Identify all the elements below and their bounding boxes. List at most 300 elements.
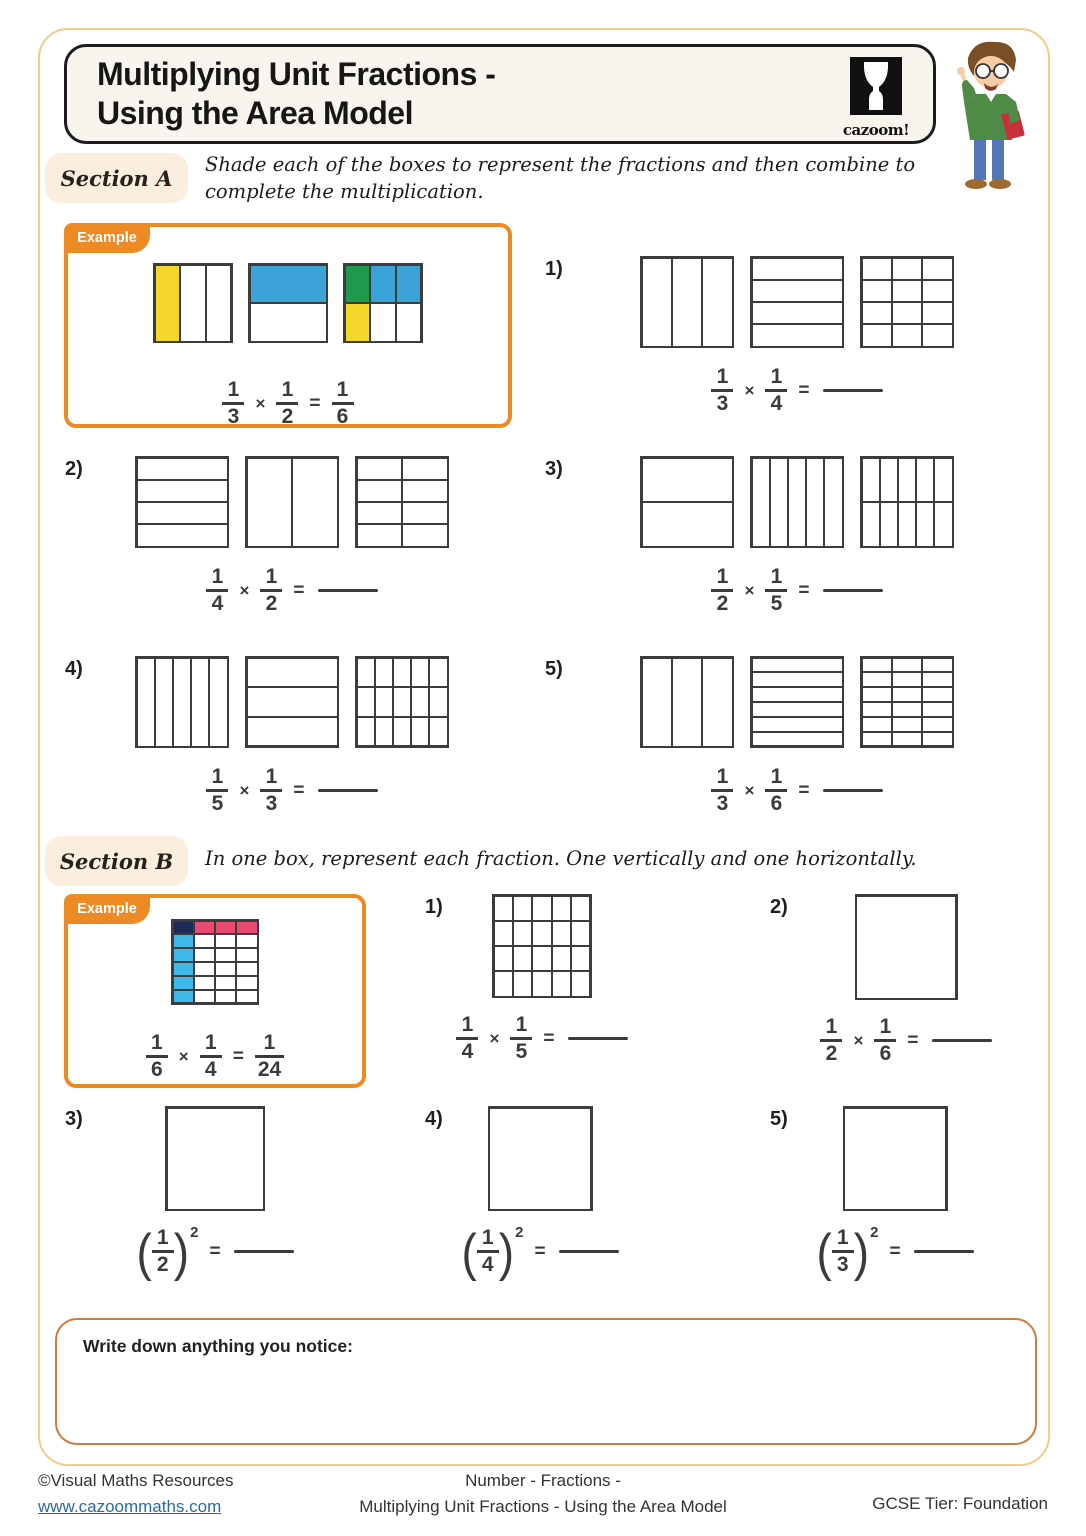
answer-blank[interactable] [823,589,883,593]
grid-cell[interactable] [893,325,921,345]
problem-number: 2) [65,458,83,480]
problem-b4 [425,1106,620,1281]
fraction-grid[interactable] [860,456,954,548]
grid-cell[interactable] [923,259,951,279]
grid-cell[interactable] [935,459,951,502]
fraction [832,1227,854,1276]
grid-cell[interactable] [845,1109,945,1209]
fraction [711,566,733,615]
times-operator: × [239,780,250,800]
grid-cell[interactable] [863,688,891,701]
answer-blank[interactable] [568,1037,628,1041]
grid-cell[interactable] [412,718,428,746]
fraction-grid[interactable] [860,656,954,748]
grid-cell[interactable] [495,972,512,995]
grid-cell[interactable] [533,897,550,920]
grid-cell[interactable] [893,688,921,701]
grid-cell[interactable] [899,503,915,546]
problem-column [826,894,986,1065]
fraction-grid[interactable] [245,656,339,748]
grid-cell[interactable] [495,922,512,945]
fraction [510,1014,532,1063]
times-operator: × [853,1030,864,1050]
denominator: 2 [281,405,294,429]
numerator: 1 [716,365,729,388]
answer-blank[interactable] [823,389,883,393]
problem-number: 4) [65,658,83,680]
grid-row [640,256,954,348]
problem-b3 [65,1106,295,1281]
answer-blank[interactable] [318,589,378,593]
grid-cell[interactable] [138,659,154,746]
teacher-illustration [934,36,1046,196]
grid-cell[interactable] [376,659,392,687]
fraction [711,366,733,415]
denominator: 3 [716,792,729,816]
grid-cell[interactable] [138,525,227,545]
grid-cell[interactable] [753,303,842,323]
grid-cell[interactable] [358,688,374,716]
denominator: 5 [211,792,224,816]
grid-cell [216,991,235,1003]
fraction [765,566,787,615]
grid-cell[interactable] [138,481,227,501]
denominator: 4 [481,1253,494,1277]
fraction [765,766,787,815]
exponent: 2 [190,1224,199,1242]
grid-cell[interactable] [825,459,841,546]
grid-cell[interactable] [863,703,891,716]
equals-operator: = [798,579,810,601]
grid-cell[interactable] [394,688,410,716]
grid-cell[interactable] [771,459,787,546]
grid-cell[interactable] [673,659,701,746]
grid-cell[interactable] [643,259,671,346]
grid-cell[interactable] [863,659,891,672]
grid-cell[interactable] [572,897,589,920]
cazoom-goblet-icon [850,57,902,115]
grid-cell [195,991,214,1003]
grid-cell[interactable] [192,659,208,746]
close-paren: ) [853,1222,870,1281]
denominator: 4 [770,392,783,416]
grid-cell[interactable] [403,481,447,501]
grid-cell[interactable] [376,718,392,746]
grid-cell[interactable] [533,947,550,970]
open-paren: ( [461,1222,477,1281]
grid-cell [397,304,421,341]
exponent: 2 [515,1224,524,1242]
equals-operator: = [798,779,810,801]
grid-cell [346,304,370,341]
grid-cell[interactable] [358,481,402,501]
fraction-grid[interactable] [750,456,844,548]
equation [456,1014,627,1063]
fraction-grid[interactable] [640,256,734,348]
problem-number: 2) [770,896,788,918]
grid-cell[interactable] [358,659,374,687]
fraction-grid[interactable] [640,656,734,748]
grid-cell [237,991,256,1003]
example-tab: Example [64,223,150,253]
problem-number: 5) [545,658,563,680]
grid-cell[interactable] [138,503,227,523]
grid-cell[interactable] [248,718,337,746]
grid-cell [195,963,214,975]
equation [135,566,449,615]
denominator: 5 [770,592,783,616]
grid-cell[interactable] [358,718,374,746]
footer-topic-line-2: Multiplying Unit Fractions - Using the Area Model [359,1497,727,1517]
grid-cell[interactable] [514,947,531,970]
denominator: 6 [770,792,783,816]
grid-cell [216,977,235,989]
section-b-example-box [64,894,366,1088]
notice-writing-area[interactable] [55,1318,1037,1445]
exponent: 2 [870,1224,879,1242]
grid-cell[interactable] [863,718,891,731]
grid-cell[interactable] [376,688,392,716]
grid-cell[interactable] [358,459,402,479]
grid-cell [216,922,235,934]
grid-cell [216,935,235,947]
numerator: 1 [461,1013,474,1036]
equation [146,1032,284,1081]
equation [640,766,954,815]
cazoom-logo-text: cazoom! [842,121,910,139]
grid-cell[interactable] [917,503,933,546]
problem-number: 5) [770,1108,788,1130]
problem-column [135,1106,295,1281]
times-operator: × [744,380,755,400]
grid-cell[interactable] [917,459,933,502]
fraction-grid[interactable] [135,456,229,548]
grid-cell[interactable] [923,673,951,686]
fraction-grid[interactable] [860,256,954,348]
equals-operator: = [907,1029,919,1051]
grid-cell [397,266,421,303]
grid-cell[interactable] [673,259,701,346]
grid-cell[interactable] [430,688,446,716]
denominator: 6 [879,1042,892,1066]
problem-number: 1) [425,896,443,918]
problem-a2 [65,456,449,615]
denominator: 6 [150,1058,163,1082]
grid-cell[interactable] [533,972,550,995]
grid-cell [371,266,395,303]
section-a-label: Section A [45,153,188,203]
grid-cell [174,922,193,934]
grid-cell[interactable] [643,503,732,546]
fraction [456,1014,478,1063]
footer-topic-line-1: Number - Fractions - [465,1471,621,1490]
grid-cell[interactable] [248,659,337,687]
grid-cell[interactable] [923,325,951,345]
grid-cell[interactable] [514,897,531,920]
grid-cell[interactable] [358,525,402,545]
grid-cell[interactable] [893,259,921,279]
grid-cell[interactable] [572,922,589,945]
grid-cell[interactable] [881,459,897,502]
grid-cell [251,304,326,341]
equation [135,766,449,815]
fraction [260,566,282,615]
grid-row [135,656,449,748]
equals-operator: = [889,1240,901,1262]
problem-b1 [425,894,622,1063]
numerator: 1 [204,1031,217,1054]
fraction-grid[interactable] [843,1106,948,1211]
grid-cell[interactable] [394,659,410,687]
grid-cell[interactable] [643,659,671,746]
answer-blank[interactable] [823,789,883,793]
grid-cell[interactable] [403,459,447,479]
notice-label: Write down anything you notice: [83,1336,353,1356]
grid-cell[interactable] [430,659,446,687]
grid-cell[interactable] [863,459,879,502]
grid-cell[interactable] [923,703,951,716]
problem-column [462,894,622,1063]
denominator: 5 [515,1040,528,1064]
grid-cell [195,949,214,961]
grid-cell[interactable] [893,659,921,672]
grid-cell[interactable] [753,259,842,279]
numerator: 1 [265,565,278,588]
grid-cell[interactable] [923,659,951,672]
grid-cell[interactable] [893,673,921,686]
grid-cell[interactable] [753,281,842,301]
fraction [222,379,244,428]
fraction-grid[interactable] [165,1106,265,1211]
fraction [206,766,228,815]
grid-cell[interactable] [572,972,589,995]
grid-cell[interactable] [807,459,823,546]
grid-cell[interactable] [753,459,769,546]
footer-website-link[interactable]: www.cazoommaths.com [38,1497,222,1517]
numerator: 1 [770,565,783,588]
equals-operator: = [232,1045,244,1067]
grid-cell[interactable] [168,1109,263,1209]
grid-cell[interactable] [753,659,842,672]
close-paren: ) [498,1222,515,1281]
grid-cell[interactable] [703,259,731,346]
grid-cell[interactable] [533,922,550,945]
grid-cell[interactable] [923,718,951,731]
problem-number: 4) [425,1108,443,1130]
grid-cell[interactable] [703,659,731,746]
numerator: 1 [281,378,294,401]
grid-cell[interactable] [514,972,531,995]
answer-blank[interactable] [234,1250,294,1254]
numerator: 1 [515,1013,528,1036]
grid-cell[interactable] [394,718,410,746]
equals-operator: = [534,1240,546,1262]
fraction-grid[interactable] [245,456,339,548]
denominator: 3 [836,1253,849,1277]
grid-cell[interactable] [138,459,227,479]
answer-blank[interactable] [914,1250,974,1254]
fraction-grid[interactable] [355,456,449,548]
grid-cell[interactable] [863,733,891,746]
grid-cell[interactable] [863,259,891,279]
grid-cell[interactable] [863,281,891,301]
grid-cell[interactable] [893,718,921,731]
equation [222,379,353,428]
grid-cell[interactable] [753,673,842,686]
fraction [820,1016,842,1065]
grid-cell[interactable] [893,703,921,716]
fraction [276,379,298,428]
grid-cell[interactable] [495,947,512,970]
section-b-instructions: In one box, represent each fraction. One vertically and one horizontally. [205,847,917,870]
numerator: 1 [481,1226,494,1249]
grid-cell[interactable] [863,503,879,546]
numerator: 1 [265,765,278,788]
grid-cell[interactable] [358,503,402,523]
denominator: 6 [336,405,349,429]
equation [640,566,954,615]
fraction-grid[interactable] [750,656,844,748]
grid-cell[interactable] [643,459,732,502]
grid-cell[interactable] [753,733,842,746]
fraction [206,566,228,615]
fraction [477,1227,499,1276]
grid-cell[interactable] [412,659,428,687]
grid-cell[interactable] [293,459,337,546]
equation [461,1222,618,1281]
fraction [765,366,787,415]
fraction-grid [343,263,423,343]
grid-cell[interactable] [514,922,531,945]
grid-cell[interactable] [553,972,570,995]
grid-cell[interactable] [923,688,951,701]
grid-cell[interactable] [572,947,589,970]
numerator: 1 [825,1015,838,1038]
grid-cell[interactable] [753,688,842,701]
denominator: 3 [716,392,729,416]
fraction-grid[interactable] [750,256,844,348]
grid-cell[interactable] [430,718,446,746]
numerator: 1 [836,1226,849,1249]
grid-cell[interactable] [935,503,951,546]
fraction [874,1016,896,1065]
numerator: 1 [227,378,240,401]
fraction-grid[interactable] [492,894,592,998]
grid-cell [174,949,193,961]
fraction-grid [248,263,328,343]
grid-cell[interactable] [857,897,955,998]
grid-cell[interactable] [923,733,951,746]
equals-operator: = [543,1027,555,1049]
equation [820,1016,991,1065]
answer-blank[interactable] [932,1039,992,1043]
grid-cell[interactable] [174,659,190,746]
grid-cell[interactable] [789,459,805,546]
grid-cell[interactable] [412,688,428,716]
denominator: 3 [227,405,240,429]
problem-number: 1) [545,258,563,280]
grid-cell [174,991,193,1003]
numerator: 1 [716,565,729,588]
grid-cell[interactable] [923,281,951,301]
fraction-grid[interactable] [488,1106,593,1211]
grid-cell[interactable] [248,688,337,716]
grid-cell[interactable] [923,303,951,323]
grid-cell[interactable] [490,1109,590,1209]
denominator: 4 [211,592,224,616]
problem-column [460,1106,620,1281]
times-operator: × [489,1028,500,1048]
fraction-grid[interactable] [855,894,958,1000]
fraction-grid[interactable] [640,456,734,548]
answer-blank[interactable] [318,789,378,793]
grid-row [135,456,449,548]
fraction-grid[interactable] [135,656,229,748]
grid-cell[interactable] [881,503,897,546]
fraction [711,766,733,815]
grid-cell[interactable] [553,947,570,970]
equation [136,1222,293,1281]
grid-row [640,456,954,548]
grid-cell [237,922,256,934]
grid-cell[interactable] [893,733,921,746]
example-tab: Example [64,894,150,924]
grid-cell [174,963,193,975]
grid-cell[interactable] [863,325,891,345]
denominator: 24 [257,1058,282,1082]
grid-cell[interactable] [403,503,447,523]
title-line-2: Using the Area Model [97,95,413,132]
grid-cell[interactable] [403,525,447,545]
times-operator: × [178,1046,189,1066]
times-operator: × [744,780,755,800]
grid-cell [251,266,326,303]
grid-cell[interactable] [495,897,512,920]
grid-cell [237,977,256,989]
grid-cell [181,266,205,341]
denominator: 2 [825,1042,838,1066]
grid-cell[interactable] [553,897,570,920]
fraction [146,1032,168,1081]
fraction-grid[interactable] [355,656,449,748]
answer-blank[interactable] [559,1250,619,1254]
grid-cell[interactable] [753,325,842,345]
grid-cell[interactable] [156,659,172,746]
grid-cell [237,963,256,975]
grid-cell[interactable] [893,281,921,301]
fraction [200,1032,222,1081]
grid-cell[interactable] [893,303,921,323]
equals-operator: = [293,779,305,801]
grid-cell[interactable] [248,459,292,546]
grid-cell[interactable] [553,922,570,945]
equals-operator: = [209,1240,221,1262]
denominator: 3 [265,792,278,816]
grid-cell[interactable] [899,459,915,502]
grid-cell [195,977,214,989]
grid-cell[interactable] [863,303,891,323]
grid-cell [195,935,214,947]
equation [816,1222,973,1281]
grid-cell [156,266,180,341]
grid-cell[interactable] [863,673,891,686]
grid-cell[interactable] [753,703,842,716]
grid-cell [174,977,193,989]
denominator: 2 [716,592,729,616]
grid-cell[interactable] [210,659,226,746]
grid-cell[interactable] [753,718,842,731]
open-paren: ( [816,1222,832,1281]
